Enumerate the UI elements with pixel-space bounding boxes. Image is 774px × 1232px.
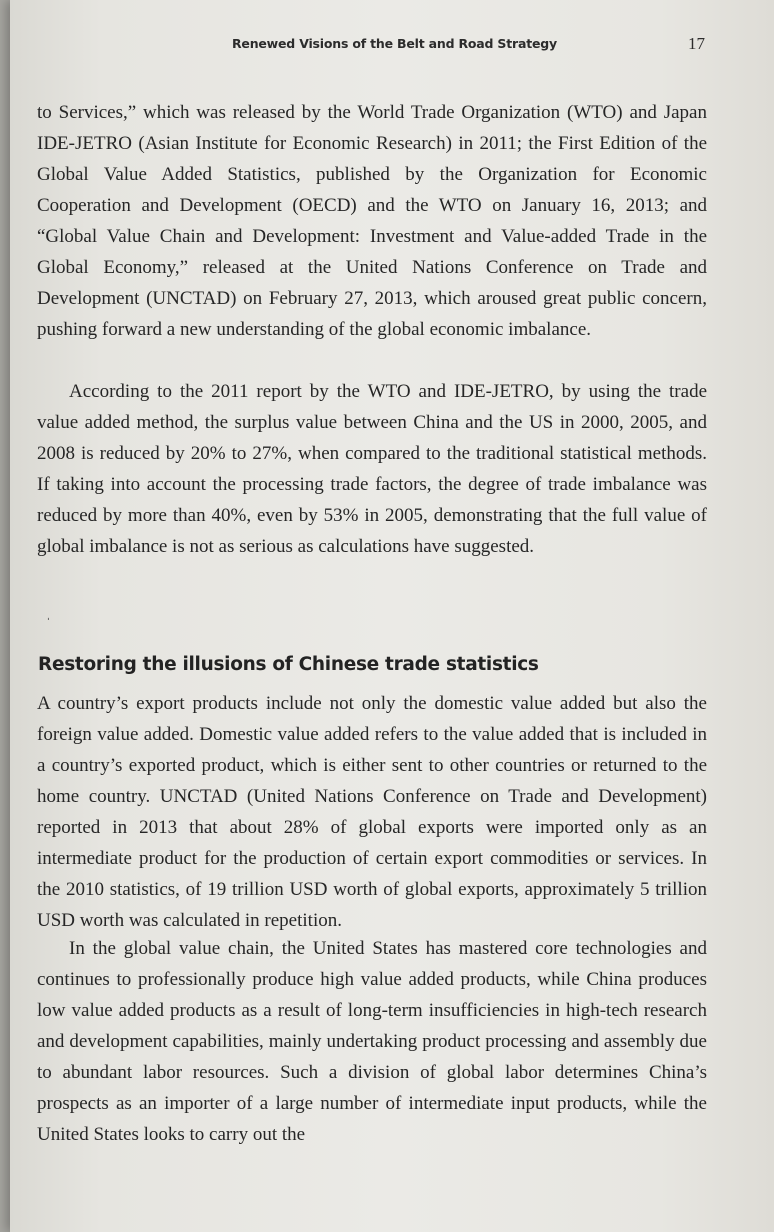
section-heading: Restoring the illusions of Chinese trade statistics [38, 654, 539, 675]
page-number: 17 [688, 34, 705, 53]
book-page [10, 0, 774, 1232]
paragraph-3: A country’s export products include not only the domestic value added but also the foreign value added. Domestic value added refers to the value added that is included in a country’s exported product, which is either sent to other countries or returned to the home country. UNCTAD (United Nations Conference on Trade and Development) reported in 2013 that about 28% of global exports were imported only as an intermediate product for the production of certain export commodities or services. In the 2010 statistics, of 19 trillion USD worth of global exports, approximately 5 trillion USD worth was calculated in repetition. [37, 693, 707, 931]
running-header [10, 36, 774, 58]
stray-mark: ˌ [46, 606, 51, 621]
running-title: Renewed Visions of the Belt and Road Strategy [232, 36, 557, 51]
paragraph-4: In the global value chain, the United States has mastered core technologies and continues to professionally produce high value added products, while China produces low value added products as a result of long-term insufficiencies in high-tech research and development capabilities, mainly undertaking product processing and assembly due to abundant labor resources. Such a division of global labor determines China’s prospects as an importer of a large number of intermediate input products, while the United States looks to carry out the [37, 938, 707, 1145]
paragraph-1: to Services,” which was released by the World Trade Organization (WTO) and Japan IDE-JETRO (Asian Institute for Economic Research) in 2011; the First Edition of the Global Value Added Statistics, published by the Organization for Economic Cooperation and Development (OECD) and the WTO on January 16, 2013; and “Global Value Chain and Development: Investment and Value-added Trade in the Global Economy,” released at the United Nations Conference on Trade and Development (UNCTAD) on February 27, 2013, which aroused great public concern, pushing forward a new understanding of the global economic imbalance. [37, 102, 707, 340]
paragraph-2: According to the 2011 report by the WTO and IDE-JETRO, by using the trade value added method, the surplus value between China and the US in 2000, 2005, and 2008 is reduced by 20% to 27%, when compared to the traditional statistical methods. If taking into account the processing trade factors, the degree of trade imbalance was reduced by more than 40%, even by 53% in 2005, demonstrating that the full value of global imbalance is not as serious as calculations have suggested. [37, 381, 707, 557]
